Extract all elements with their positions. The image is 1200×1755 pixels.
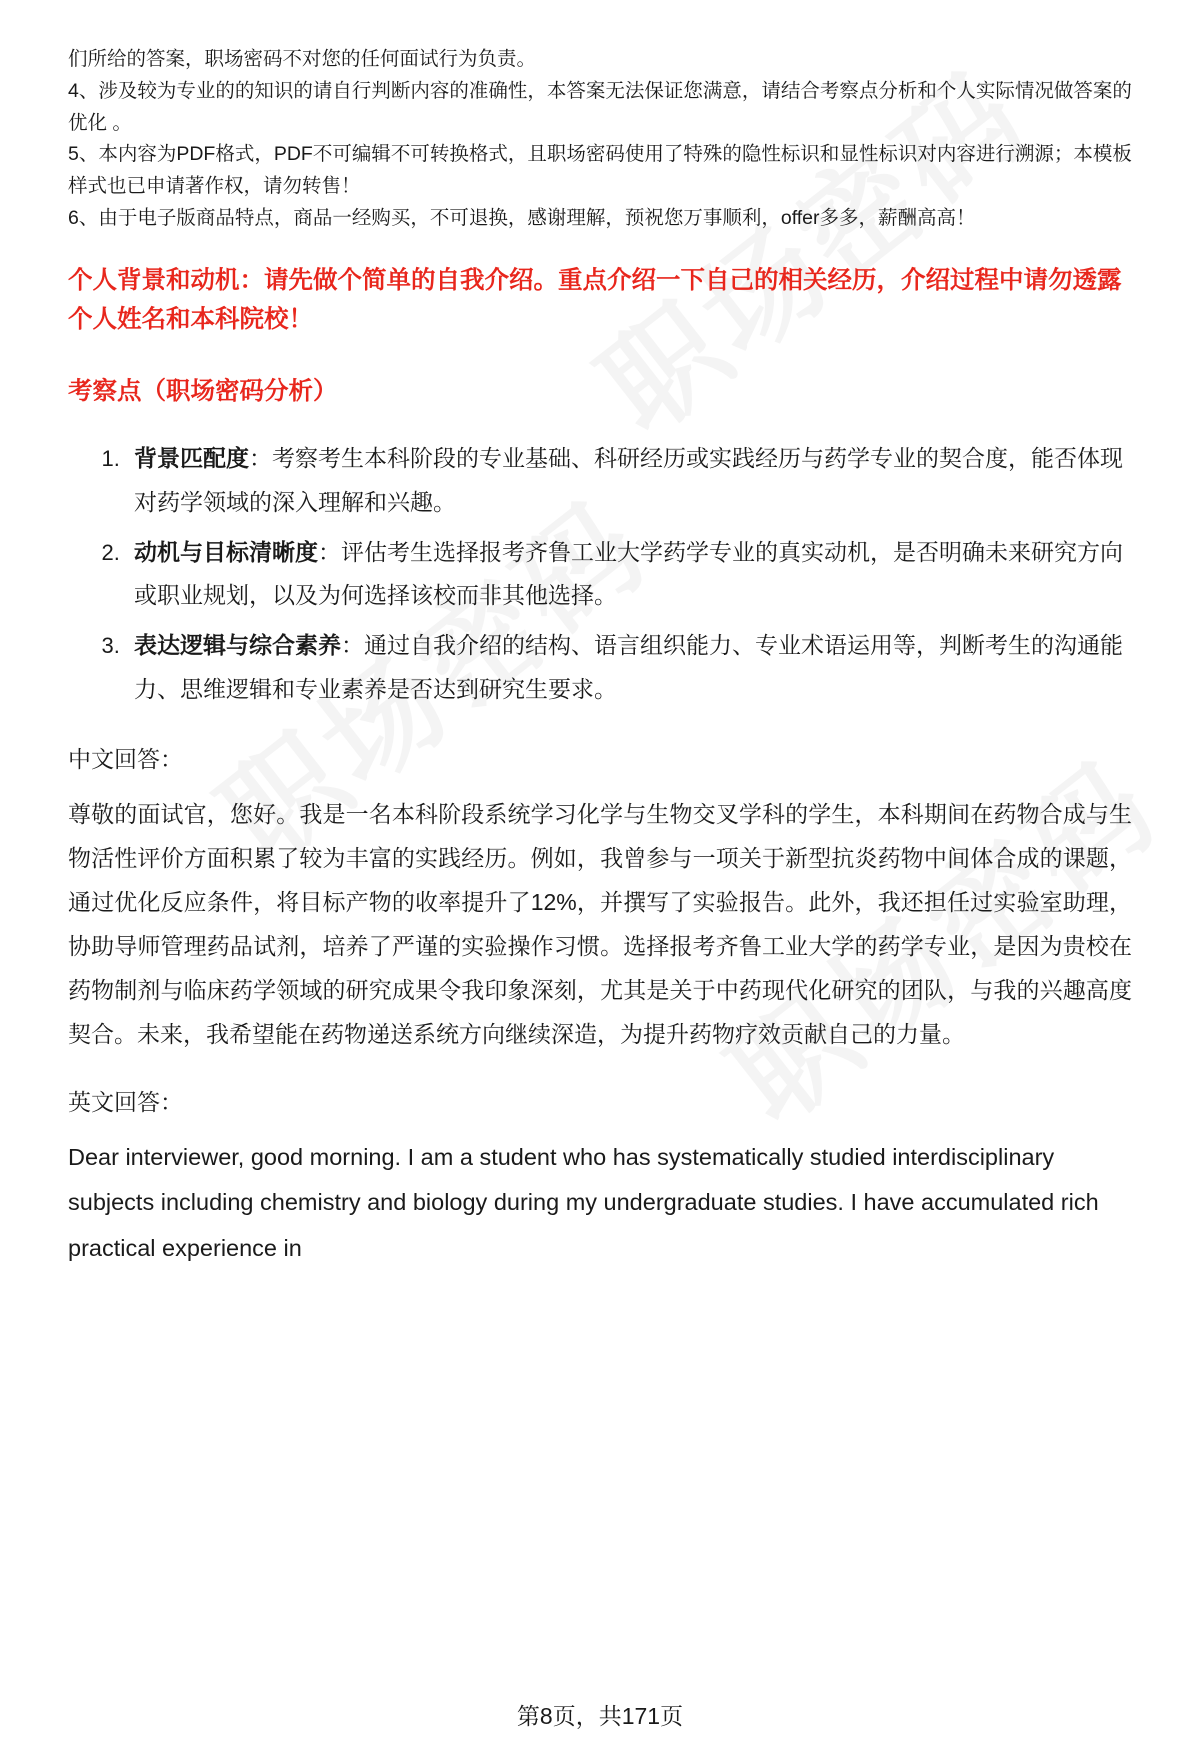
chinese-answer-label: 中文回答： (68, 746, 183, 773)
english-answer-block (68, 1080, 1132, 1272)
point-text: ：评估考生选择报考齐鲁工业大学药学专业的真实动机，是否明确未来研究方向或职业规划，以及为何选择该校而非其他选择。 (134, 538, 1123, 609)
point-title: 表达逻辑与综合素养 (134, 632, 341, 658)
point-title: 背景匹配度 (134, 445, 249, 472)
english-answer-text: Dear interviewer, good morning. I am a student who has systematically studied interdisciplinary subjects including chemistry and biology during my undergraduate studies. I have accumulated rich practical experience in (68, 1143, 1099, 1262)
english-answer-label: 英文回答： (68, 1089, 183, 1116)
chinese-answer-text: 尊敬的面试官，您好。我是一名本科阶段系统学习化学与生物交叉学科的学生，本科期间在药物合成与生物活性评价方面积累了较为丰富的实践经历。例如，我曾参与一项关于新型抗炎药物中间体合成的课题，通过优化反应条件，将目标产物的收率提升了12%，并撰写了实验报告。此外，我还担任过实验室助理，协助导师管理药品试剂，培养了严谨的实验操作习惯。选择报考齐鲁工业大学的药学专业，是因为贵校在药物制剂与临床药学领域的研究成果令我印象深刻，尤其是关于中药现代化研究的团队，与我的兴趣高度契合。未来，我希望能在药物递送系统方向继续深造，为提升药物疗效贡献自己的力量。 (68, 800, 1132, 1048)
list-item (126, 437, 1132, 524)
note-line: 5、本内容为PDF格式，PDF不可编辑不可转换格式，且职场密码使用了特殊的隐性标识和显性标识对内容进行溯源；本模板样式也已申请著作权，请勿转售！ (68, 143, 1132, 198)
list-item (126, 624, 1132, 711)
point-title: 动机与目标清晰度 (134, 538, 318, 565)
page-footer: 第8页，共171页 (516, 1703, 684, 1729)
question-heading: 个人背景和动机：请先做个简单的自我介绍。重点介绍一下自己的相关经历，介绍过程中请勿透露个人姓名和本科院校！ (68, 266, 1122, 333)
note-line: 4、涉及较为专业的的知识的请自行判断内容的准确性，本答案无法保证您满意，请结合考察点分析和个人实际情况做答案的优化 。 (68, 79, 1132, 134)
note-line: 们所给的答案，职场密码不对您的任何面试行为负责。 (68, 48, 537, 70)
section-heading: 考察点（职场密码分析） (68, 378, 338, 406)
point-text: ：通过自我介绍的结构、语言组织能力、专业术语运用等，判断考生的沟通能力、思维逻辑和专业素养是否达到研究生要求。 (134, 632, 1123, 702)
chinese-answer-block (68, 737, 1132, 1056)
note-line: 6、由于电子版商品特点，商品一经购买，不可退换，感谢理解，预祝您万事顺利，offer多多，薪酬高高！ (68, 206, 976, 229)
assessment-points-list (68, 437, 1132, 711)
point-text: ：考察考生本科阶段的专业基础、科研经历或实践经历与药学专业的契合度，能否体现对药学领域的深入理解和兴趣。 (134, 445, 1123, 515)
list-item (126, 531, 1132, 618)
disclaimer-notes (68, 44, 1132, 235)
